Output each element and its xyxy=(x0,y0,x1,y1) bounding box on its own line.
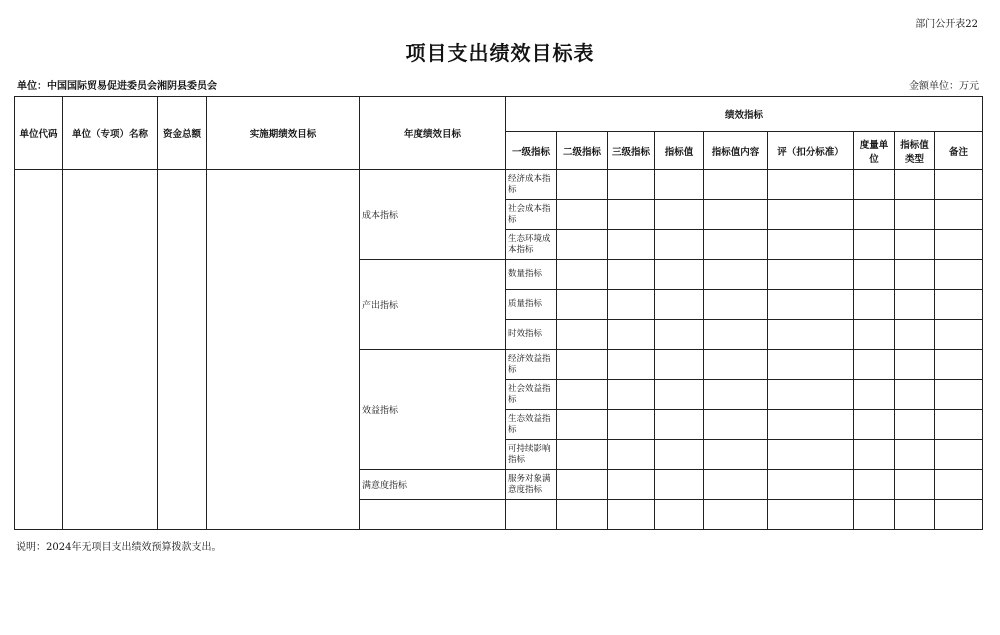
group-output: 产出指标 xyxy=(360,260,506,350)
header-unit-code: 单位代码 xyxy=(15,97,63,170)
row-eco-benefit: 生态效益指标 xyxy=(506,410,557,440)
money-unit-label: 金额单位：万元 xyxy=(909,81,979,92)
header-value: 指标值 xyxy=(655,132,704,170)
header-value-type: 指标值类型 xyxy=(895,132,935,170)
group-cost: 成本指标 xyxy=(360,170,506,260)
row-social-cost: 社会成本指标 xyxy=(506,200,557,230)
header-measure-unit: 度量单位 xyxy=(854,132,895,170)
row-economic-benefit: 经济效益指标 xyxy=(506,350,557,380)
cell-unit-name xyxy=(63,170,158,530)
footnote: 说明：2024年无项目支出绩效预算拨款支出。 xyxy=(16,542,222,553)
table-number-label: 部门公开表22 xyxy=(915,19,978,30)
row-social-benefit: 社会效益指标 xyxy=(506,380,557,410)
performance-target-table xyxy=(14,96,983,530)
cell-total-funds xyxy=(158,170,207,530)
header-period-goal: 实施期绩效目标 xyxy=(207,97,360,170)
cell-period-goal xyxy=(207,170,360,530)
table-row xyxy=(15,170,983,200)
header-scoring: 评（扣分标准） xyxy=(768,132,854,170)
unit-label: 单位：中国国际贸易促进委员会湘阴县委员会 xyxy=(17,81,217,92)
header-total-funds: 资金总额 xyxy=(158,97,207,170)
row-quality: 质量指标 xyxy=(506,290,557,320)
header-indicators: 绩效指标 xyxy=(506,97,983,132)
row-service-satisfaction: 服务对象满意度指标 xyxy=(506,470,557,500)
group-benefit: 效益指标 xyxy=(360,350,506,470)
row-quantity: 数量指标 xyxy=(506,260,557,290)
header-unit-name: 单位（专项）名称 xyxy=(63,97,158,170)
cell-unit-code xyxy=(15,170,63,530)
group-satisfaction: 满意度指标 xyxy=(360,470,506,500)
header-level1: 一级指标 xyxy=(506,132,557,170)
header-level3: 三级指标 xyxy=(608,132,655,170)
header-annual-goal: 年度绩效目标 xyxy=(360,97,506,170)
row-economic-cost: 经济成本指标 xyxy=(506,170,557,200)
header-remark: 备注 xyxy=(935,132,983,170)
page-title: 项目支出绩效目标表 xyxy=(405,41,595,65)
header-value-content: 指标值内容 xyxy=(704,132,768,170)
header-level2: 二级指标 xyxy=(557,132,608,170)
row-timeliness: 时效指标 xyxy=(506,320,557,350)
row-eco-cost: 生态环境成本指标 xyxy=(506,230,557,260)
row-sustainable: 可持续影响指标 xyxy=(506,440,557,470)
